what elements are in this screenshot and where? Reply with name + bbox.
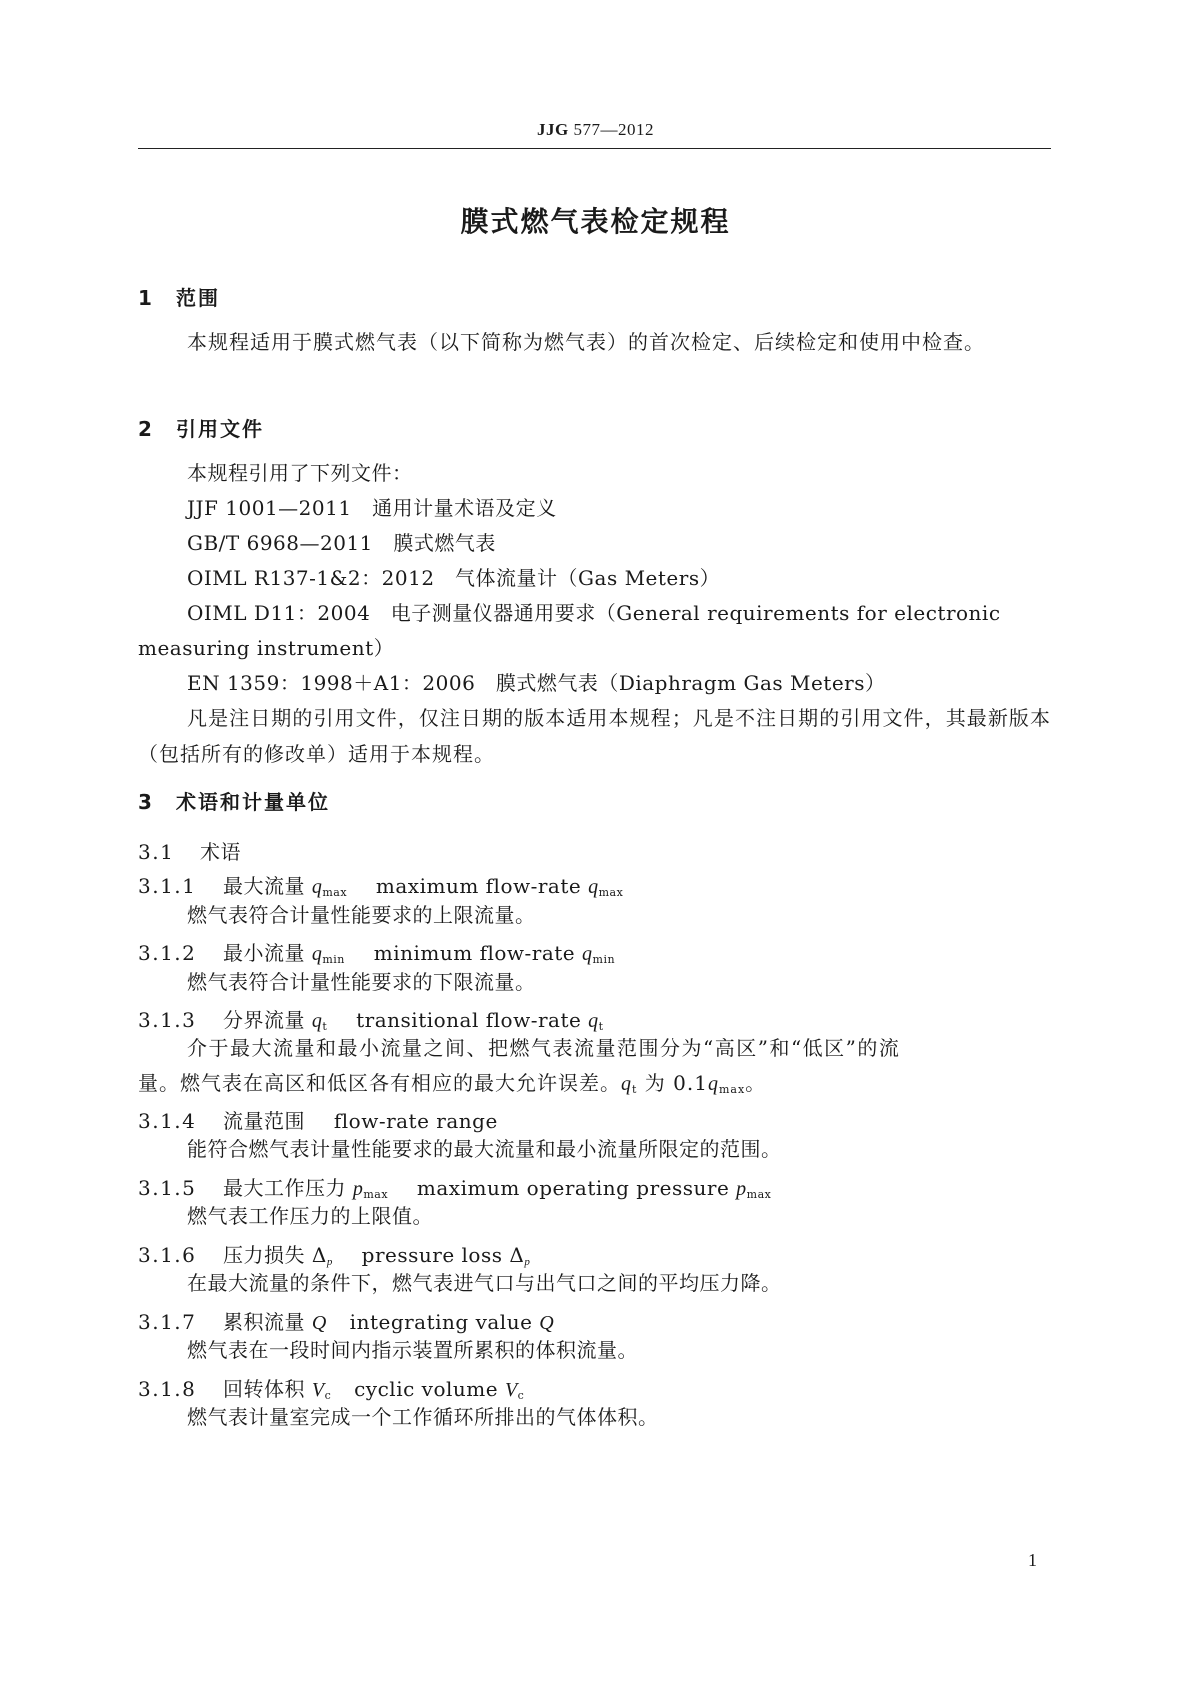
term-3-1-4 (138, 1105, 498, 1134)
term-definition-text: 量。燃气表在高区和低区各有相应的最大允许误差。 (138, 1071, 621, 1095)
term-definition: 燃气表符合计量性能要求的下限流量。 (187, 970, 536, 994)
term-3-1-8 (138, 1373, 524, 1402)
section-2-heading (138, 413, 264, 442)
reference-item: OIML D11：2004 电子测量仪器通用要求（General requirements for electronic (187, 601, 1001, 625)
term-symbol: q (311, 1010, 323, 1032)
term-definition: 燃气表计量室完成一个工作循环所排出的气体体积。 (187, 1405, 659, 1429)
term-symbol: V (504, 1379, 518, 1401)
section-number: 1 (138, 286, 154, 310)
references-note: 凡是注日期的引用文件，仅注日期的版本适用本规程；凡是不注日期的引用文件，其最新版本（包括所有的修改单）适用于本规程。 (138, 706, 1051, 766)
term-symbol: p (352, 1178, 364, 1200)
term-en: maximum flow-rate (375, 874, 582, 898)
subsection-heading (138, 836, 241, 865)
term-zh: 分界流量 (223, 1008, 305, 1032)
term-symbol: q (311, 943, 323, 965)
term-subscript: t (632, 1083, 638, 1096)
term-number: 3.1.8 (138, 1377, 197, 1401)
page-number: 1 (1028, 1550, 1037, 1570)
section-number: 2 (138, 417, 154, 441)
term-3-1-1 (138, 870, 623, 899)
term-3-1-2 (138, 937, 615, 966)
term-subscript: min (592, 953, 616, 966)
term-number: 3.1.4 (138, 1109, 197, 1133)
term-symbol: q (588, 876, 599, 898)
term-zh: 回转体积 (223, 1377, 305, 1401)
term-definition-line (138, 1065, 766, 1108)
reference-item: JJF 1001—2011 通用计量术语及定义 (187, 496, 557, 520)
term-symbol: Q (539, 1312, 555, 1334)
running-header (0, 120, 1191, 140)
term-en: flow-rate range (333, 1109, 498, 1133)
term-definition: 燃气表符合计量性能要求的上限流量。 (187, 903, 536, 927)
term-symbol: Δ (509, 1243, 525, 1267)
term-definition: 在最大流量的条件下，燃气表进气口与出气口之间的平均压力降。 (187, 1271, 782, 1295)
term-symbol: q (707, 1073, 719, 1095)
term-zh: 最大流量 (223, 874, 305, 898)
term-definition-text: 为 0.1 (644, 1071, 708, 1095)
section-1-heading (138, 282, 220, 311)
term-subscript: max (598, 886, 624, 899)
term-definition: 燃气表在一段时间内指示装置所累积的体积流量。 (187, 1338, 638, 1362)
section-number: 3 (138, 790, 154, 814)
section-title: 术语和计量单位 (176, 790, 330, 814)
term-symbol: V (311, 1379, 325, 1401)
term-number: 3.1.6 (138, 1243, 197, 1267)
header-rule (138, 148, 1051, 149)
term-subscript: c (517, 1389, 525, 1402)
reference-item: OIML R137-1&2：2012 气体流量计（Gas Meters） (187, 566, 721, 590)
term-number: 3.1.1 (138, 874, 197, 898)
term-en: minimum flow-rate (373, 941, 576, 965)
term-subscript: max (322, 886, 348, 899)
term-subscript: min (322, 953, 345, 966)
term-symbol: q (311, 876, 323, 898)
reference-item: GB/T 6968—2011 膜式燃气表 (187, 531, 496, 555)
term-number: 3.1.5 (138, 1176, 197, 1200)
term-definition: 能符合燃气表计量性能要求的最大流量和最小流量所限定的范围。 (187, 1137, 782, 1161)
reference-item-continued: measuring instrument） (138, 636, 395, 660)
term-zh: 流量范围 (223, 1109, 305, 1133)
term-subscript: c (324, 1389, 332, 1402)
term-subscript: max (718, 1083, 746, 1096)
references-intro: 本规程引用了下列文件： (187, 461, 413, 485)
subsection-number: 3.1 (138, 840, 175, 864)
section-title: 引用文件 (176, 417, 264, 441)
term-subscript: max (746, 1188, 772, 1201)
term-subscript: p (524, 1256, 531, 1268)
term-3-1-6 (138, 1239, 530, 1268)
subsection-title: 术语 (200, 840, 241, 864)
header-code-number: 577—2012 (573, 120, 654, 139)
term-en: maximum operating pressure (416, 1176, 730, 1200)
term-symbol: Δ (311, 1243, 327, 1267)
term-symbol: Q (311, 1312, 327, 1334)
term-3-1-5 (138, 1172, 771, 1201)
reference-item: EN 1359：1998＋A1：2006 膜式燃气表（Diaphragm Gas Meters） (187, 671, 886, 695)
term-symbol: q (582, 943, 593, 965)
term-zh: 累积流量 (223, 1310, 305, 1334)
term-symbol: q (621, 1073, 632, 1095)
term-definition-line: 介于最大流量和最小流量之间、把燃气表流量范围分为“高区”和“低区”的流 (187, 1036, 901, 1060)
term-zh: 最小流量 (223, 941, 305, 965)
term-subscript: t (322, 1020, 328, 1033)
term-en: integrating value (349, 1310, 533, 1334)
term-en: cyclic volume (354, 1377, 499, 1401)
term-subscript: max (363, 1188, 389, 1201)
term-3-1-3 (138, 1004, 604, 1033)
term-number: 3.1.7 (138, 1310, 197, 1334)
term-symbol: q (588, 1010, 599, 1032)
term-symbol: p (736, 1178, 747, 1200)
term-subscript: t (598, 1020, 604, 1033)
scope-paragraph: 本规程适用于膜式燃气表（以下简称为燃气表）的首次检定、后续检定和使用中检查。 (187, 330, 985, 354)
term-definition-text: 。 (745, 1071, 767, 1095)
term-en: pressure loss (361, 1243, 503, 1267)
section-title: 范围 (176, 286, 220, 310)
term-number: 3.1.2 (138, 941, 197, 965)
document-title: 膜式燃气表检定规程 (460, 205, 731, 238)
term-en: transitional flow-rate (356, 1008, 582, 1032)
term-subscript: p (326, 1256, 333, 1268)
term-number: 3.1.3 (138, 1008, 197, 1032)
term-3-1-7 (138, 1306, 554, 1335)
header-code-prefix: JJG (537, 120, 569, 139)
term-zh: 最大工作压力 (223, 1176, 346, 1200)
term-zh: 压力损失 (223, 1243, 305, 1267)
term-definition: 燃气表工作压力的上限值。 (187, 1204, 433, 1228)
section-3-heading (138, 786, 330, 815)
